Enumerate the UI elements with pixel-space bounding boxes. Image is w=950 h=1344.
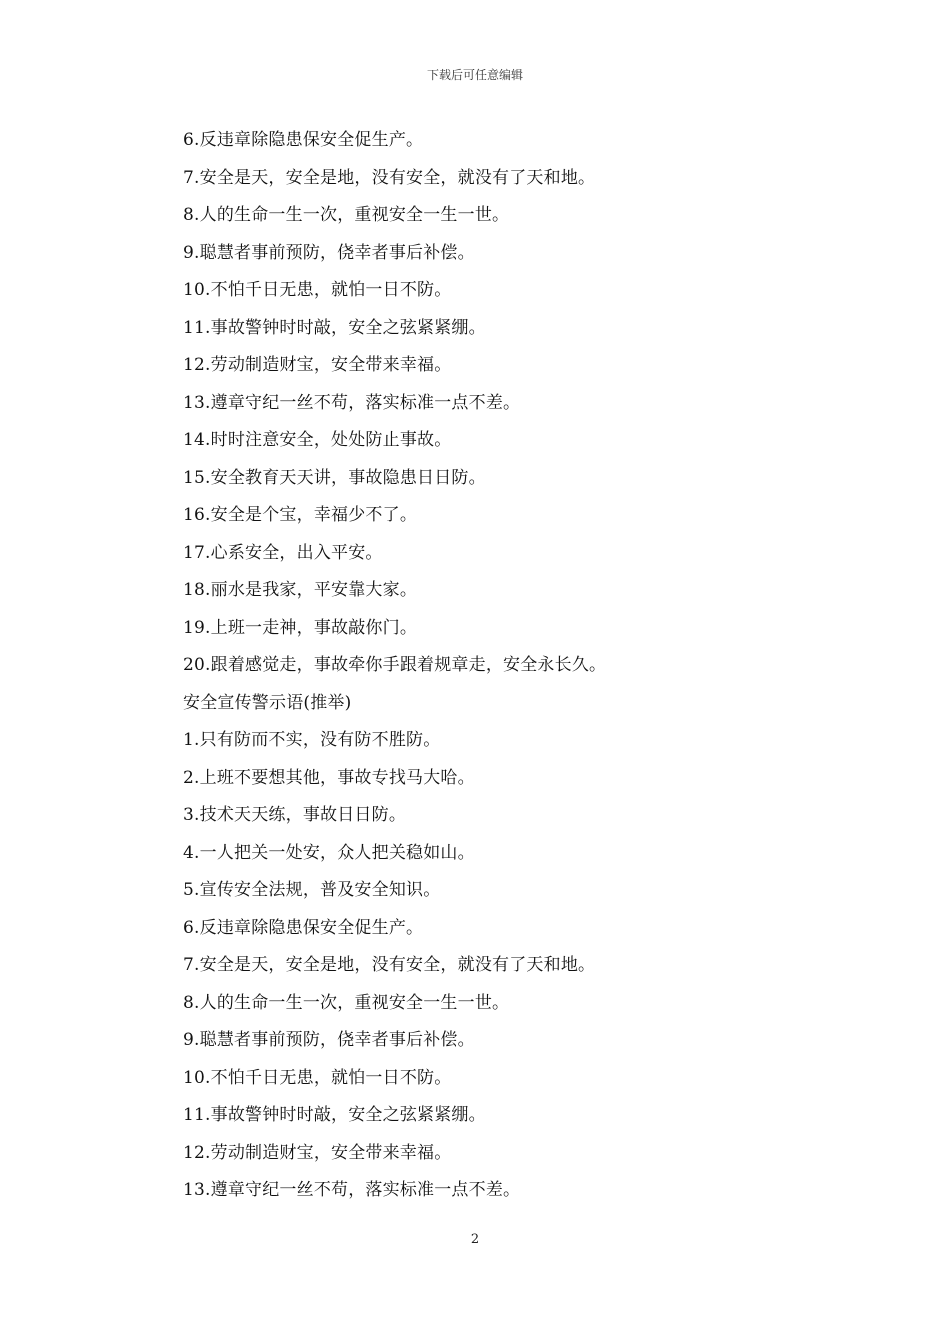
text-line: 7.安全是天，安全是地，没有安全，就没有了天和地。 (183, 955, 596, 975)
section-heading: 安全宣传警示语(推举) (183, 692, 352, 713)
text-line: 4.一人把关一处安，众人把关稳如山。 (183, 842, 475, 863)
text-line: 10.不怕千日无患，就怕一日不防。 (183, 1067, 452, 1088)
page-number: 2 (470, 1232, 480, 1247)
text-line: 15.安全教育天天讲，事故隐患日日防。 (183, 467, 486, 488)
text-line: 13.遵章守纪一丝不苟，落实标准一点不差。 (183, 392, 521, 413)
text-line: 20.跟着感觉走，事故牵你手跟着规章走，安全永长久。 (183, 655, 607, 675)
text-line: 8.人的生命一生一次，重视安全一生一世。 (183, 992, 510, 1013)
text-line: 14.时时注意安全，处处防止事故。 (183, 430, 452, 450)
page-header: 下载后可任意编辑 (426, 68, 523, 82)
text-line: 11.事故警钟时时敲，安全之弦紧紧绷。 (183, 317, 486, 338)
text-line: 2.上班不要想其他，事故专找马大哈。 (183, 767, 475, 788)
text-line: 1.只有防而不实，没有防不胜防。 (183, 730, 441, 750)
text-line: 17.心系安全，出入平安。 (183, 542, 383, 563)
text-line: 12.劳动制造财宝，安全带来幸福。 (183, 355, 452, 375)
text-line: 6.反违章除隐患保安全促生产。 (183, 130, 424, 150)
text-line: 19.上班一走神，事故敲你门。 (183, 617, 418, 638)
text-line: 18.丽水是我家，平安靠大家。 (183, 580, 418, 600)
text-line: 16.安全是个宝，幸福少不了。 (183, 505, 418, 525)
text-line: 7.安全是天，安全是地，没有安全，就没有了天和地。 (183, 167, 596, 188)
text-line: 10.不怕千日无患，就怕一日不防。 (183, 280, 452, 300)
text-line: 12.劳动制造财宝，安全带来幸福。 (183, 1142, 452, 1163)
document-body (183, 122, 863, 1210)
text-line: 11.事故警钟时时敲，安全之弦紧紧绷。 (183, 1105, 486, 1125)
text-line: 6.反违章除隐患保安全促生产。 (183, 917, 424, 938)
text-line: 13.遵章守纪一丝不苟，落实标准一点不差。 (183, 1180, 521, 1200)
text-line: 9.聪慧者事前预防，侥幸者事后补偿。 (183, 242, 475, 263)
text-line: 3.技术天天练，事故日日防。 (183, 805, 407, 825)
text-line: 5.宣传安全法规，普及安全知识。 (183, 880, 441, 900)
text-line: 8.人的生命一生一次，重视安全一生一世。 (183, 205, 510, 225)
text-line: 9.聪慧者事前预防，侥幸者事后补偿。 (183, 1030, 475, 1050)
